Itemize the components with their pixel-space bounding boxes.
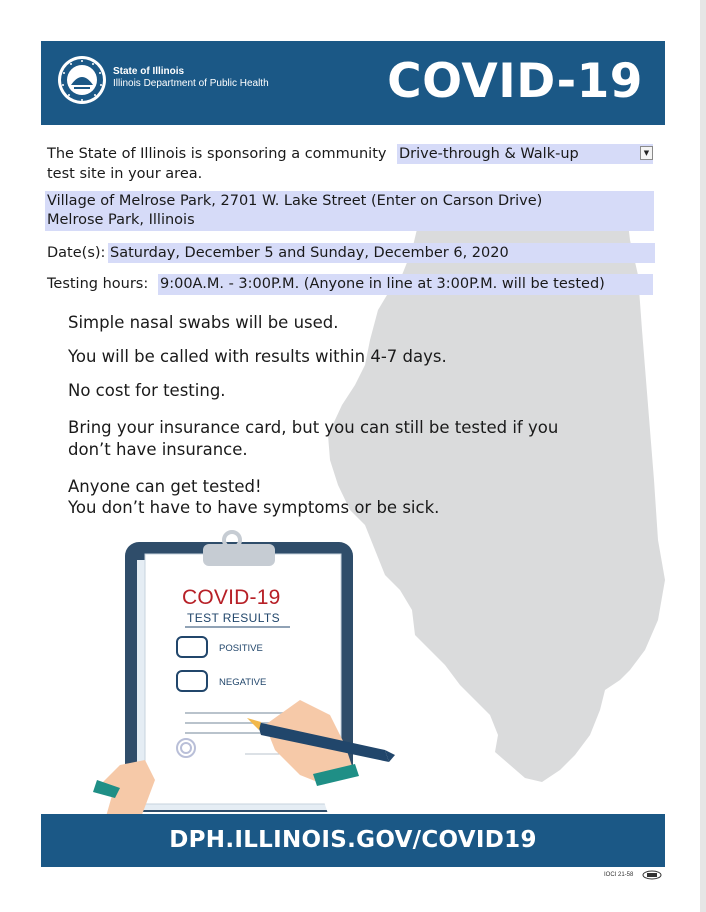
header-banner [41,41,665,125]
form-code: IOCI 21-58 [604,872,634,878]
clipboard-illustration-icon [85,530,405,820]
page-title: COVID-19 [387,54,643,109]
page-edge [700,0,706,912]
state-seal-icon [57,55,107,105]
option-negative: NEGATIVE [219,677,267,688]
info-anyone-2: You don’t have to have symptoms or be sick. [68,498,440,517]
info-insurance-1: Bring your insurance card, but you can still be tested if you [68,418,559,437]
department-name: Illinois Department of Public Health [113,78,269,89]
hours-field[interactable]: 9:00A.M. - 3:00P.M. (Anyone in line at 3:00P.M. will be tested) [158,274,653,295]
clipboard-subtitle: TEST RESULTS [187,611,281,625]
union-bug-icon [642,870,662,880]
clipboard-title: COVID-19 [182,586,281,609]
footer-banner [41,814,665,867]
info-insurance-2: don’t have insurance. [68,440,248,459]
option-positive: POSITIVE [219,643,263,654]
info-cost: No cost for testing. [68,381,226,400]
hours-label: Testing hours: [47,276,149,292]
site-type-value: Drive-through & Walk-up [399,146,579,162]
info-anyone-1: Anyone can get tested! [68,477,262,496]
location-line-1: Village of Melrose Park, 2701 W. Lake Street (Enter on Carson Drive) [47,193,543,209]
site-type-select[interactable] [397,144,653,164]
intro-line-2: test site in your area. [47,166,203,182]
info-swabs: Simple nasal swabs will be used. [68,313,339,332]
location-line-2: Melrose Park, Illinois [47,212,195,228]
dates-label: Date(s): [47,245,106,261]
footer-url[interactable]: DPH.ILLINOIS.GOV/COVID19 [169,827,537,853]
chevron-down-icon[interactable]: ▼ [640,146,653,160]
dates-field[interactable]: Saturday, December 5 and Sunday, December 6, 2020 [108,243,655,263]
intro-line-1: The State of Illinois is sponsoring a community [47,146,387,162]
state-name: State of Illinois [113,66,185,77]
location-field[interactable] [45,191,654,231]
info-results: You will be called with results within 4-7 days. [68,347,447,366]
